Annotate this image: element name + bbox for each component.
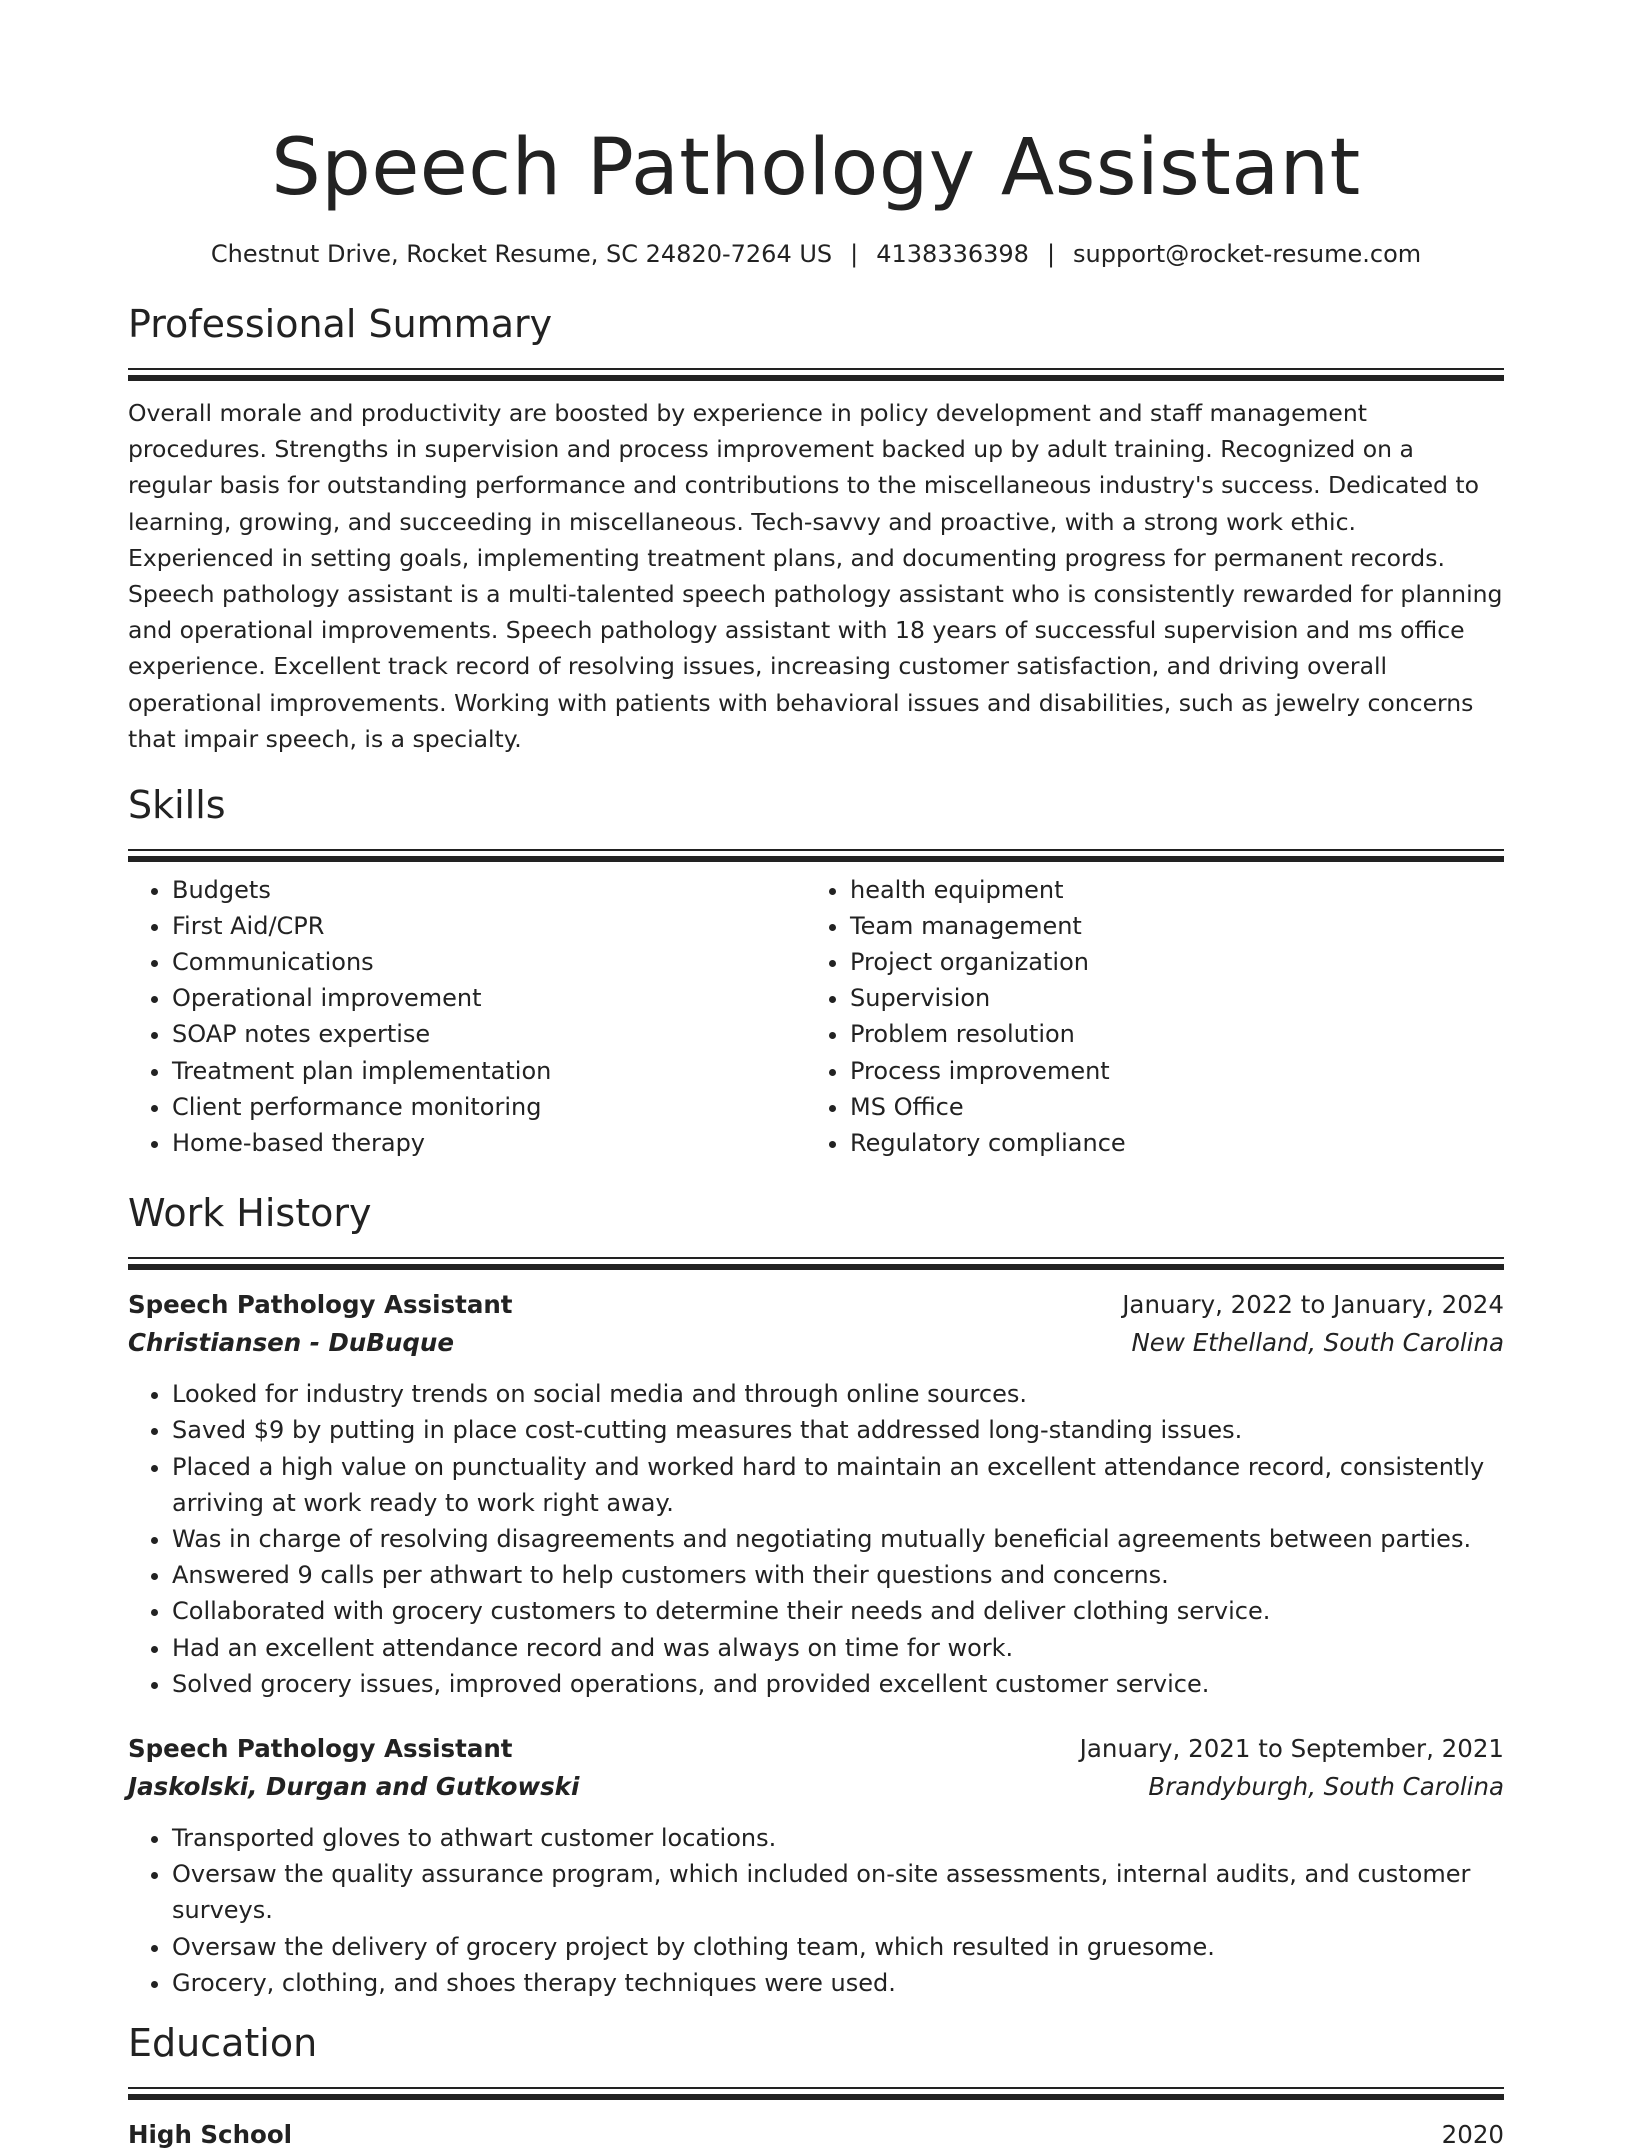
job-dates: January, 2021 to September, 2021: [1079, 1733, 1504, 1763]
job-company: Jaskolski, Durgan and Gutkowski: [128, 1771, 580, 1801]
job-bullet: • Transported gloves to athwart customer locations.: [172, 1820, 1504, 1856]
job-bullet: • Was in charge of resolving disagreements and negotiating mutually beneficial agreements between parties.: [172, 1521, 1504, 1557]
skill-item: • Supervision: [850, 980, 1484, 1016]
section-divider: [128, 368, 1504, 381]
contact-separator: |: [1046, 240, 1056, 268]
section-heading: Work History: [128, 1191, 372, 1236]
skill-item: • First Aid/CPR: [172, 908, 806, 944]
section-divider: [128, 1257, 1504, 1270]
skill-item: • Problem resolution: [850, 1016, 1484, 1052]
skill-item: • Budgets: [172, 872, 806, 908]
section-divider: [128, 2087, 1504, 2100]
education-degree: High School: [128, 2120, 293, 2149]
job-location: Brandyburgh, South Carolina: [1148, 1771, 1504, 1801]
job-subheader: [128, 1768, 1504, 1806]
job-location: New Ethelland, South Carolina: [1131, 1328, 1504, 1358]
summary-section: [128, 300, 1504, 757]
contact-line: [128, 236, 1504, 272]
job-subheader: [128, 1324, 1504, 1362]
job-bullet: • Collaborated with grocery customers to determine their needs and deliver clothing service.: [172, 1593, 1504, 1629]
skill-item: • Project organization: [850, 944, 1484, 980]
job-bullet: • Saved $9 by putting in place cost-cutting measures that addressed long-standing issues.: [172, 1412, 1504, 1448]
skills-section: [128, 781, 1504, 1162]
skills-list-left: [128, 872, 806, 1162]
page-title: Speech Pathology Assistant: [271, 123, 1361, 213]
section-heading: Professional Summary: [128, 302, 553, 346]
skill-item: • Regulatory compliance: [850, 1125, 1484, 1161]
job-bullet: • Had an excellent attendance record and was always on time for work.: [172, 1630, 1504, 1666]
skills-columns: [128, 872, 1504, 1162]
skills-list-right: [806, 872, 1484, 1162]
skill-item: • Operational improvement: [172, 980, 806, 1016]
contact-email: support@rocket-resume.com: [1073, 240, 1422, 268]
section-heading: Skills: [128, 782, 226, 827]
skill-item: • Communications: [172, 944, 806, 980]
job-bullet: • Looked for industry trends on social media and through online sources.: [172, 1376, 1504, 1412]
job-bullet: • Grocery, clothing, and shoes therapy techniques were used.: [172, 1965, 1504, 2001]
skill-item: • MS Office: [850, 1089, 1484, 1125]
section-divider: [128, 849, 1504, 862]
section-heading: Education: [128, 2021, 318, 2065]
skill-item: • Team management: [850, 908, 1484, 944]
job-header: [128, 1730, 1504, 1768]
resume-page: [128, 0, 1504, 2154]
job-bullets: [128, 1376, 1504, 1702]
job-entry: [128, 1286, 1504, 1702]
job-bullet: • Answered 9 calls per athwart to help customers with their questions and concerns.: [172, 1557, 1504, 1593]
job-entry: [128, 1730, 1504, 2001]
education-section: [128, 2019, 1504, 2154]
summary-text: Overall morale and productivity are boosted by experience in policy development and staff management procedures. Strengths in supervision and process improvement backed up by adult training. Recognized on a regular basis for outstanding performance and contributions to the miscellaneous industry's success. Dedicated to learning, growing, and succeeding in miscellaneous. Tech-savvy and proactive, with a strong work ethic. Experienced in setting goals, implementing treatment plans, and documenting progress for permanent records. Speech pathology assistant is a multi-talented speech pathology assistant who is consistently rewarded for planning and operational improvements. Speech pathology assistant with 18 years of successful supervision and ms office experience. Excellent track record of resolving issues, increasing customer satisfaction, and driving overall operational improvements. Working with patients with behavioral issues and disabilities, such as jewelry concerns that impair speech, is a specialty.: [128, 399, 1503, 753]
job-company: Christiansen - DuBuque: [128, 1328, 454, 1358]
job-dates: January, 2022 to January, 2024: [1122, 1290, 1504, 1320]
skill-item: • health equipment: [850, 872, 1484, 908]
job-bullets: [128, 1820, 1504, 2001]
job-bullet: • Oversaw the delivery of grocery project by clothing team, which resulted in gruesome.: [172, 1929, 1504, 1965]
job-bullet: • Solved grocery issues, improved operations, and provided excellent customer service.: [172, 1666, 1504, 1702]
skill-item: • Process improvement: [850, 1053, 1484, 1089]
job-header: [128, 1286, 1504, 1324]
job-bullet: • Oversaw the quality assurance program, which included on-site assessments, internal audits, and customer surveys.: [172, 1856, 1504, 1928]
education-entry: [128, 2116, 1504, 2154]
contact-address: Chestnut Drive, Rocket Resume, SC 24820-7264 US: [210, 240, 833, 268]
education-year: 2020: [1441, 2120, 1504, 2149]
contact-phone: 4138336398: [876, 240, 1029, 268]
work-history-section: [128, 1189, 1504, 2001]
skill-item: • SOAP notes expertise: [172, 1016, 806, 1052]
skill-item: • Home-based therapy: [172, 1125, 806, 1161]
skill-item: • Client performance monitoring: [172, 1089, 806, 1125]
contact-separator: |: [850, 240, 859, 268]
skill-item: • Treatment plan implementation: [172, 1053, 806, 1089]
job-title: Speech Pathology Assistant: [128, 1290, 513, 1320]
job-bullet: • Placed a high value on punctuality and worked hard to maintain an excellent attendance record, consistently arriving at work ready to work right away.: [172, 1449, 1504, 1521]
job-title: Speech Pathology Assistant: [128, 1733, 513, 1763]
